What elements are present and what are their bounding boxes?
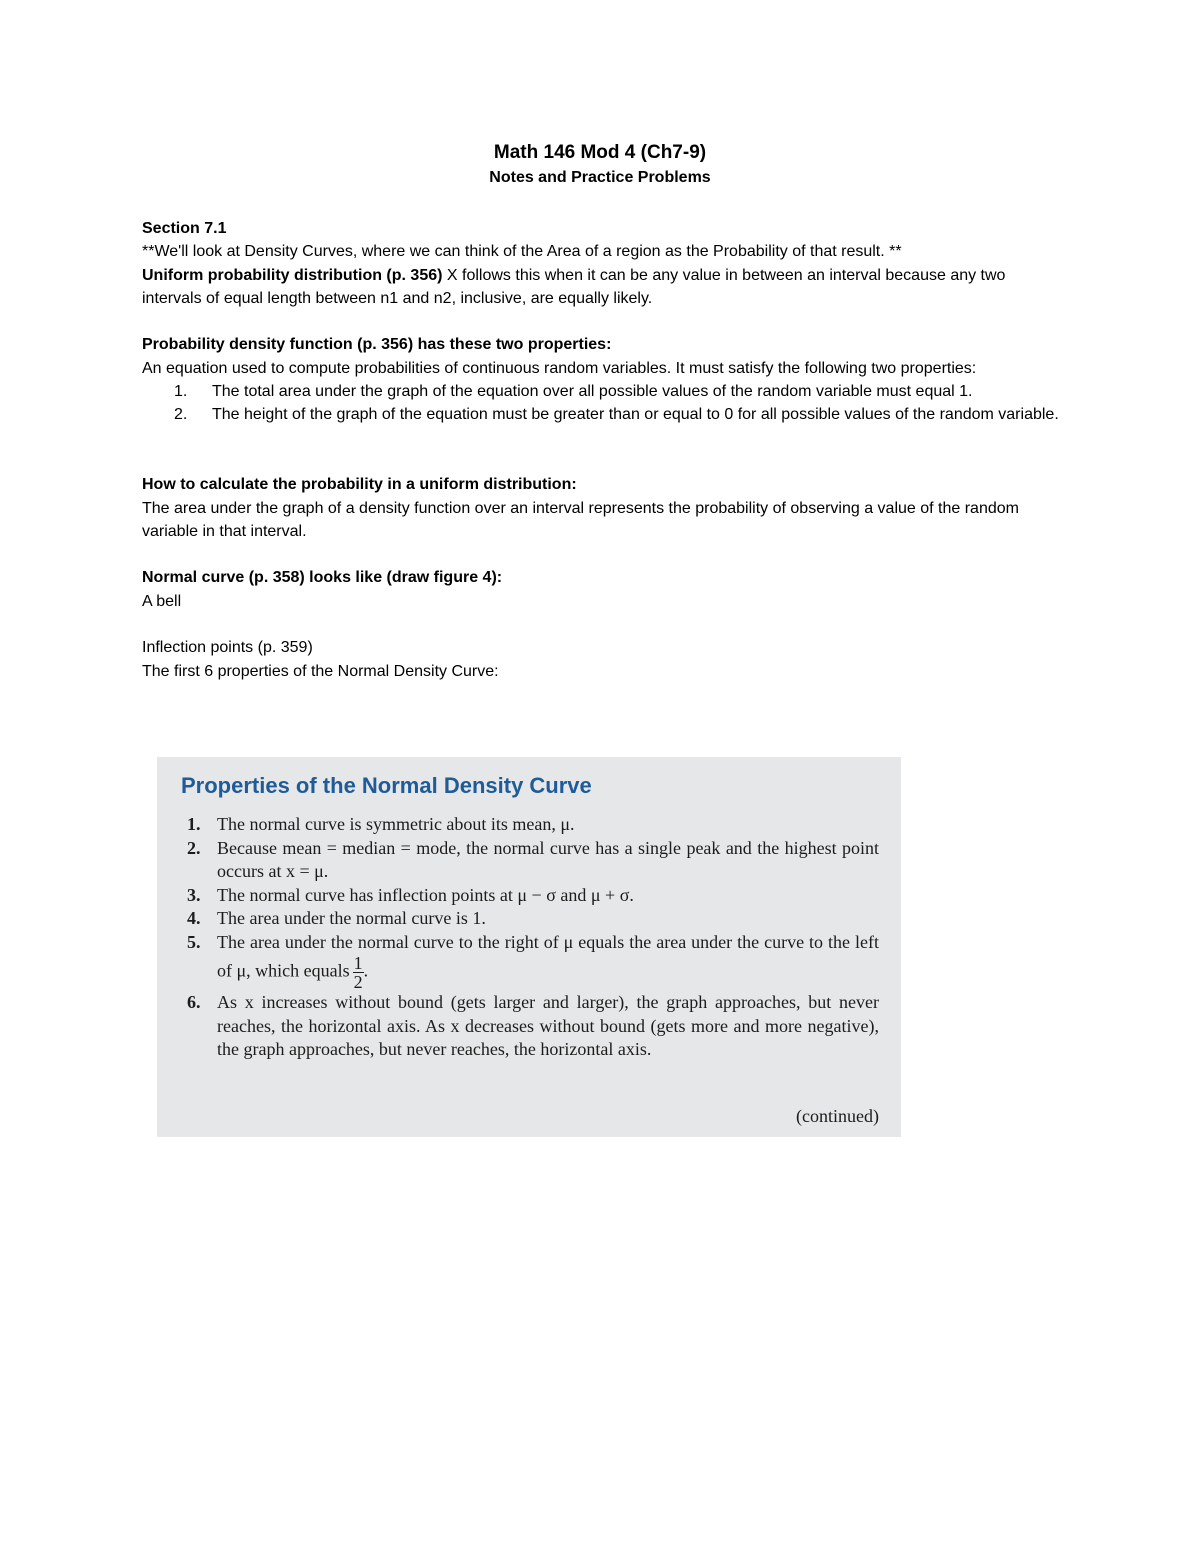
uniform-definition bbox=[142, 264, 1062, 311]
list-text: As x increases without bound (gets larger and larger), the graph approaches, but never reaches, the horizontal axis. As x decreases without bound (gets more and more negative), the graph approaches, but never reaches, the horizontal axis. bbox=[217, 992, 879, 1059]
list-item bbox=[187, 837, 879, 884]
uniform-calc-heading: How to calculate the probability in a uniform distribution: bbox=[142, 476, 577, 494]
list-item bbox=[187, 813, 879, 837]
list-item bbox=[187, 931, 879, 992]
list-number: 2. bbox=[187, 837, 201, 858]
section-intro: **We'll look at Density Curves, where we can think of the Area of a region as the Probability of that result. ** bbox=[142, 243, 902, 261]
document-title: Math 146 Mod 4 (Ch7-9) bbox=[493, 142, 707, 163]
list-text: The area under the normal curve to the right of μ equals the area under the curve to the left of μ, which equals bbox=[217, 931, 879, 981]
normal-heading: Normal curve (p. 358) looks like (draw figure 4): bbox=[142, 569, 503, 587]
list-text: The total area under the graph of the equation over all possible values of the random variable must equal 1. bbox=[212, 383, 973, 401]
textbook-heading: Properties of the Normal Density Curve bbox=[181, 773, 592, 798]
textbook-excerpt-box bbox=[157, 757, 901, 1137]
list-number: 1. bbox=[174, 383, 188, 401]
section-heading: Section 7.1 bbox=[142, 220, 227, 237]
list-number: 5. bbox=[187, 931, 201, 952]
list-number: 4. bbox=[187, 908, 201, 928]
notes-body bbox=[142, 217, 1062, 683]
list-item bbox=[142, 403, 1062, 426]
list-text: The normal curve has inflection points at μ − σ and μ + σ. bbox=[217, 884, 634, 905]
inflection-note: Inflection points (p. 359) bbox=[142, 639, 313, 657]
uniform-calc-text: The area under the graph of a density function over an interval represents the probability of observing a value of the random variable in that interval. bbox=[142, 499, 1019, 540]
fraction-one-half bbox=[353, 954, 364, 991]
list-number: 1. bbox=[187, 814, 201, 834]
pdf-heading: Probability density function (p. 356) has these two properties: bbox=[142, 336, 612, 354]
list-number: 6. bbox=[187, 992, 201, 1012]
list-text: Because mean = median = mode, the normal curve has a single peak and the highest point occurs at x = μ. bbox=[217, 837, 879, 881]
list-item bbox=[187, 991, 879, 1062]
list-text-end: . bbox=[363, 960, 369, 981]
pdf-properties-list bbox=[142, 380, 1062, 427]
textbook-properties-list bbox=[187, 813, 879, 1062]
list-item bbox=[187, 884, 879, 908]
list-text: The height of the graph of the equation must be greater than or equal to 0 for all possible values of the random variable. bbox=[212, 406, 1059, 424]
fraction-denominator: 2 bbox=[353, 972, 363, 992]
first-six-note: The first 6 properties of the Normal Density Curve: bbox=[142, 662, 499, 680]
list-text: The area under the normal curve is 1. bbox=[217, 908, 486, 928]
continued-label: (continued) bbox=[796, 1106, 879, 1126]
fraction-numerator: 1 bbox=[353, 953, 363, 973]
list-number: 2. bbox=[174, 406, 188, 424]
pdf-text: An equation used to compute probabilities of continuous random variables. It must satisfy the following two properties: bbox=[142, 359, 977, 377]
list-item bbox=[142, 380, 1062, 403]
normal-answer: A bell bbox=[142, 592, 182, 610]
uniform-term: Uniform probability distribution (p. 356) bbox=[142, 266, 443, 284]
list-number: 3. bbox=[187, 884, 201, 905]
uniform-text: X follows this when it can be any value in between an interval because any two intervals of equal length between n1 and n2, inclusive, are equally likely. bbox=[142, 266, 1006, 307]
list-text: The normal curve is symmetric about its mean, μ. bbox=[217, 814, 575, 834]
document-subtitle: Notes and Practice Problems bbox=[489, 169, 711, 186]
list-item bbox=[187, 907, 879, 931]
